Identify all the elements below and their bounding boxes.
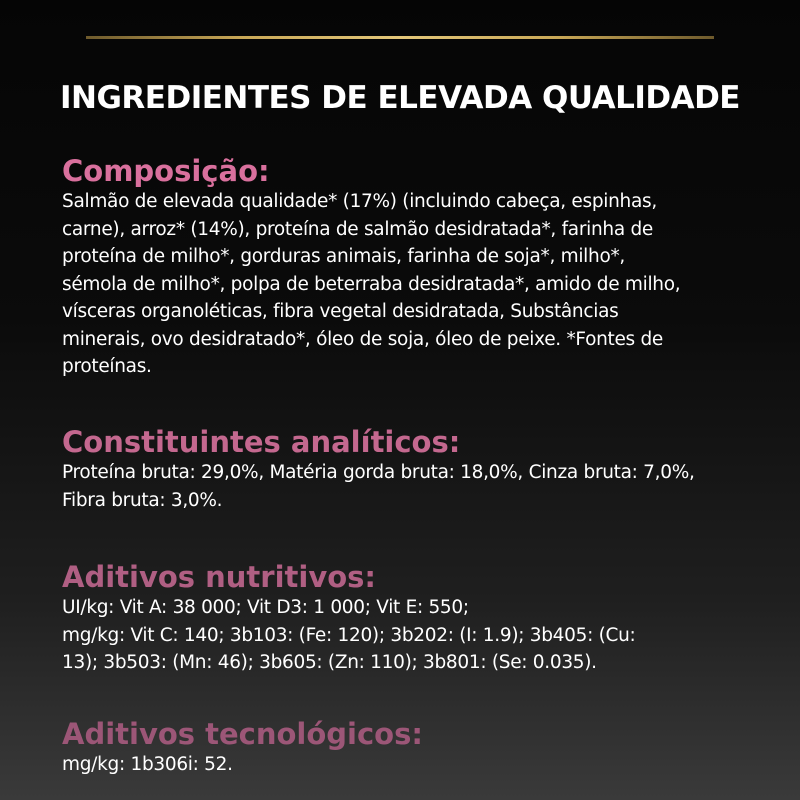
tecnologicos-text — [62, 751, 762, 779]
tecnologicos-line: mg/kg: 1b306i: 52. — [62, 754, 233, 775]
section-constituintes — [62, 425, 762, 514]
page-title: INGREDIENTES DE ELEVADA QUALIDADE — [60, 80, 740, 116]
composicao-line: carne), arroz* (14%), proteína de salmão desidratada*, farinha de — [62, 218, 653, 240]
composicao-line: proteínas. — [62, 356, 152, 377]
nutritivos-line: UI/kg: Vit A: 38 000; Vit D3: 1 000; Vit E: 550; — [62, 597, 469, 618]
composicao-line: vísceras organoléticas, fibra vegetal desidratada, Substâncias — [62, 301, 619, 322]
heading-composicao: Composição: — [62, 154, 270, 188]
composicao-line: sémola de milho*, polpa de beterraba desidratada*, amido de milho, — [62, 273, 681, 295]
top-gold-divider — [86, 36, 714, 39]
heading-tecnologicos: Aditivos tecnológicos: — [62, 717, 423, 751]
section-nutritivos — [62, 560, 762, 677]
section-composicao — [62, 154, 762, 381]
composicao-line: minerais, ovo desidratado*, óleo de soja, óleo de peixe. *Fontes de — [62, 328, 663, 350]
composicao-line: Salmão de elevada qualidade* (17%) (incluindo cabeça, espinhas, — [62, 191, 657, 212]
nutritivos-line: 13); 3b503: (Mn: 46); 3b605: (Zn: 110); 3b801: (Se: 0.035). — [62, 652, 597, 673]
nutritivos-line: mg/kg: Vit C: 140; 3b103: (Fe: 120); 3b202: (I: 1.9); 3b405: (Cu: — [62, 624, 636, 646]
nutritivos-text — [62, 594, 762, 677]
section-tecnologicos — [62, 717, 762, 779]
composicao-line: proteína de milho*, gorduras animais, farinha de soja*, milho*, — [62, 246, 626, 267]
heading-nutritivos: Aditivos nutritivos: — [62, 560, 377, 594]
composicao-text — [62, 188, 762, 381]
constituintes-line: Fibra bruta: 3,0%. — [62, 489, 223, 511]
heading-constituintes: Constituintes analíticos: — [62, 425, 461, 459]
constituintes-line: Proteína bruta: 29,0%, Matéria gorda bruta: 18,0%, Cinza bruta: 7,0%, — [62, 462, 695, 483]
constituintes-text — [62, 459, 762, 514]
